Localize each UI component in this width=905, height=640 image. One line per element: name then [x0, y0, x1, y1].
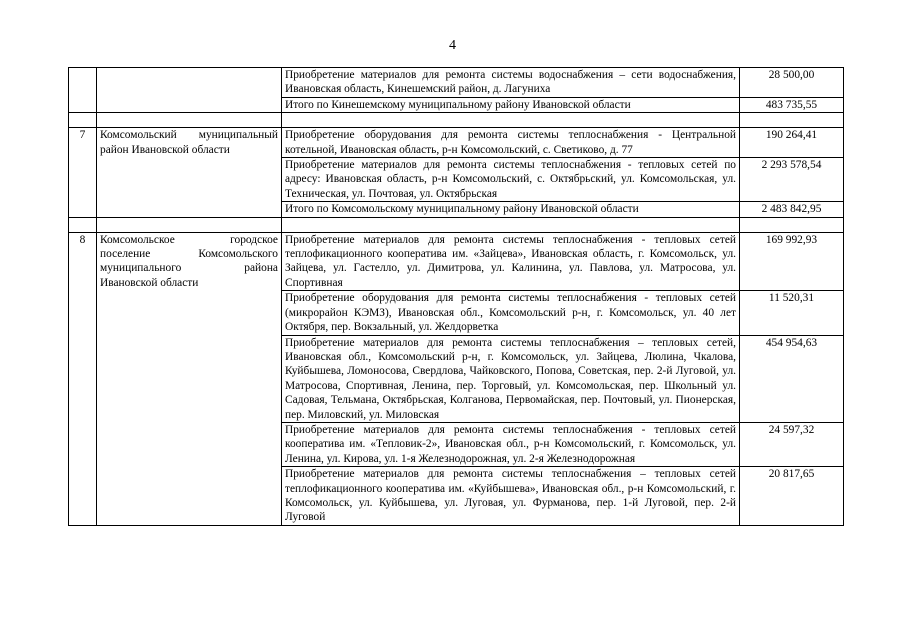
- amount-cell: 20 817,65: [740, 467, 844, 526]
- description-cell: Приобретение материалов для ремонта системы теплоснабжения - тепловых сетей по адресу: Ивановская область, р-н Комсомольский, с. Октябрьский, ул. Комсомольская, ул. Техническая, ул. Почтовая, ул. Октябрьская: [282, 158, 740, 202]
- amount-cell: 169 992,93: [740, 232, 844, 291]
- description-cell: Приобретение материалов для ремонта системы теплоснабжения - тепловых сетей теплофикационного кооператива им. «Зайцева», Ивановская область, г. Комсомольск, ул. Зайцева, ул. Гастелло, ул. Димитрова, ул. Калинина, ул. Павлова, ул. Матросова, ул. Спортивная: [282, 232, 740, 291]
- section-number: 8: [69, 232, 97, 525]
- amount-cell: 190 264,41: [740, 128, 844, 158]
- expenditure-table: [68, 67, 844, 526]
- description-cell: Приобретение материалов для ремонта системы теплоснабжения – тепловых сетей теплофикационного кооператива им. «Куйбышева», Ивановская обл., р-н Комсомольский, г. Комсомольск, ул. Куйбышева, ул. Луговая, ул. Фурманова, пер. 1-й Луговой, пер. 2-й Луговой: [282, 467, 740, 526]
- description-cell: Приобретение оборудования для ремонта системы теплоснабжения - Центральной котельной, Ивановская область, р-н Комсомольский, с. Светиково, д. 77: [282, 128, 740, 158]
- amount-cell: 24 597,32: [740, 422, 844, 466]
- page-number: 4: [449, 38, 456, 53]
- amount-cell: 483 735,55: [740, 97, 844, 112]
- amount-cell: 2 293 578,54: [740, 158, 844, 202]
- amount-cell: 28 500,00: [740, 68, 844, 98]
- description-cell: Приобретение материалов для ремонта системы водоснабжения – сети водоснабжения, Ивановская область, Кинешемский район, д. Лагуниха: [282, 68, 740, 98]
- description-cell: Итого по Кинешемскому муниципальному району Ивановской области: [282, 97, 740, 112]
- description-cell: Приобретение материалов для ремонта системы теплоснабжения - тепловых сетей кооператива им. «Тепловик-2», Ивановская обл., р-н Комсомольский, г. Комсомольск, ул. Ленина, ул. Кирова, ул. 1-я Железнодорожная, ул. 2-я Железнодорожная: [282, 422, 740, 466]
- district-name: Комсомольский муниципальный район Ивановской области: [97, 128, 282, 217]
- amount-cell: 11 520,31: [740, 291, 844, 335]
- table-row: [69, 232, 844, 291]
- section-spacer: [69, 217, 844, 232]
- district-cell: [97, 68, 282, 113]
- table-row: [69, 128, 844, 158]
- description-cell: Приобретение оборудования для ремонта системы теплоснабжения - тепловых сетей (микрорайон КЭМЗ), Ивановская обл., Комсомольский р-н, г. Комсомольск, ул. 40 лет Октября, пер. Вокзальный, ул. Желдорветка: [282, 291, 740, 335]
- section-spacer: [69, 113, 844, 128]
- description-cell: Итого по Комсомольскому муниципальному району Ивановской области: [282, 202, 740, 217]
- section-number: 7: [69, 128, 97, 217]
- table-row: [69, 68, 844, 98]
- amount-cell: 454 954,63: [740, 335, 844, 422]
- description-cell: Приобретение материалов для ремонта системы теплоснабжения – тепловых сетей, Ивановская обл., Комсомольский р-н, г. Комсомольск, ул. Зайцева, Люлина, Чкалова, Куйбышева, Ломоносова, Свердлова, Чайковского, Попова, Советская, пер. 2-й Луговой, ул. Матросова, Спортивная, Ленина, пер. Торговый, ул. Комсомольская, пер. Школьный ул. Садовая, Тельмана, Октябрьская, Колганова, Первомайская, пер. Почтовый, ул. Пионерская, пер. Миловский, ул. Миловская: [282, 335, 740, 422]
- amount-cell: 2 483 842,95: [740, 202, 844, 217]
- row-number-cell: [69, 68, 97, 113]
- district-name: Комсомольское городское поселение Комсомольского муниципального района Ивановской области: [97, 232, 282, 525]
